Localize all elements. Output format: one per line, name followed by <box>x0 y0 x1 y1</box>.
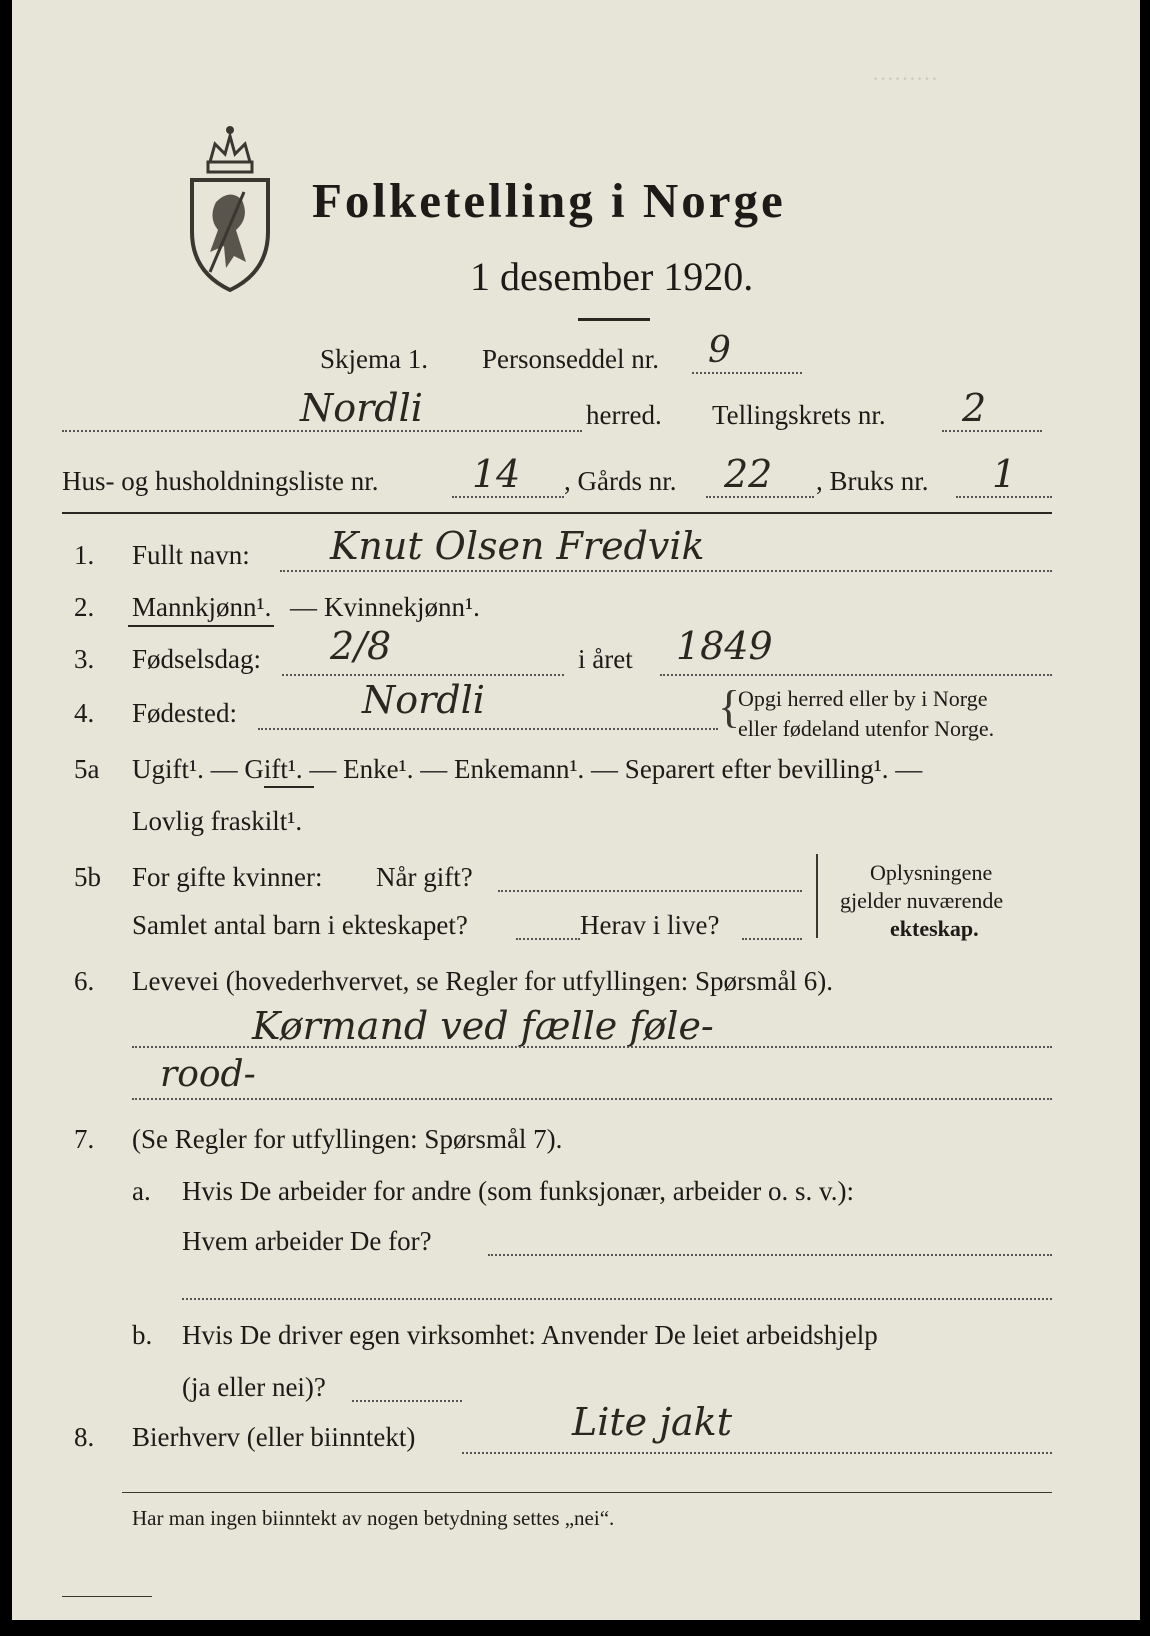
q3-label: Fødselsdag: <box>132 644 262 674</box>
birthday-field-line <box>282 674 564 676</box>
gaards-field-line <box>706 496 814 498</box>
q8-number: 8. <box>74 1422 95 1452</box>
tellingskrets-value[interactable]: 2 <box>962 386 987 430</box>
birthday-value[interactable]: 2/8 <box>330 624 392 668</box>
herred-label: herred. <box>586 400 662 430</box>
occupation-field-line2 <box>132 1098 1052 1100</box>
footer-note: Har man ingen biinntekt av nogen betydning settes „nei“. <box>132 1506 615 1530</box>
birthplace-note-line2: eller fødeland utenfor Norge. <box>738 716 995 741</box>
herred-value[interactable]: Nordli <box>300 386 423 430</box>
q7a-line2: Hvem arbeider De for? <box>182 1226 432 1256</box>
q3-number: 3. <box>74 644 95 674</box>
marital-status-divorced-option[interactable]: Lovlig fraskilt¹. <box>132 806 303 836</box>
gaards-label: , Gårds nr. <box>564 466 677 496</box>
tellingskrets-field-line <box>942 430 1042 432</box>
birthplace-field-line <box>258 728 718 730</box>
skjema-label: Skjema 1. <box>320 344 428 374</box>
gender-female-option[interactable]: Kvinnekjønn¹. <box>324 592 480 622</box>
birthplace-note-brace: { <box>718 681 741 732</box>
q8-label: Bierhverv (eller biinntekt) <box>132 1422 416 1452</box>
q7b-line1: Hvis De driver egen virksomhet: Anvender De leiet arbeidshjelp <box>182 1320 878 1350</box>
norway-coat-of-arms-icon <box>180 122 280 292</box>
q1-number: 1. <box>74 540 95 570</box>
gender-separator: — <box>290 592 317 622</box>
employer-field-line2[interactable] <box>182 1298 1052 1300</box>
personseddel-value[interactable]: 9 <box>708 330 731 371</box>
q4-number: 4. <box>74 698 95 728</box>
q7a-line1: Hvis De arbeider for andre (som funksjonær, arbeider o. s. v.): <box>182 1176 854 1206</box>
bleed-through-text: ……… <box>872 60 938 85</box>
birthplace-value[interactable]: Nordli <box>362 678 485 722</box>
title-divider <box>578 318 650 321</box>
personseddel-label: Personseddel nr. <box>482 344 659 374</box>
footer-divider <box>122 1492 1052 1493</box>
q4-label: Fødested: <box>132 698 237 728</box>
gender-male-option[interactable]: Mannkjønn¹. <box>132 592 272 622</box>
personseddel-field-line <box>692 372 802 374</box>
children-alive-field-line[interactable] <box>742 938 802 940</box>
occupation-field-line1 <box>132 1046 1052 1048</box>
bottom-edge-mark <box>62 1596 152 1597</box>
q7a-number: a. <box>132 1176 151 1206</box>
q5b-note-line1: Oplysningene <box>870 860 993 885</box>
q7b-line2: (ja eller nei)? <box>182 1372 326 1402</box>
q1-label: Fullt navn: <box>132 540 250 570</box>
census-date: 1 desember 1920. <box>470 254 754 299</box>
when-married-field-line[interactable] <box>498 890 802 892</box>
side-income-field-line <box>462 1452 1052 1454</box>
bruks-label: , Bruks nr. <box>816 466 929 496</box>
birth-year-value[interactable]: 1849 <box>676 624 773 668</box>
herred-field-line <box>62 430 582 432</box>
q5b-note-line3: ekteskap. <box>890 916 979 941</box>
q5a-number: 5a <box>74 754 100 784</box>
children-alive-label: Herav i live? <box>580 910 720 940</box>
hus-value[interactable]: 14 <box>472 452 521 496</box>
birth-year-label: i året <box>578 644 633 674</box>
q6-number: 6. <box>74 966 95 996</box>
bruks-field-line <box>956 496 1052 498</box>
q7-label: (Se Regler for utfyllingen: Spørsmål 7). <box>132 1124 563 1154</box>
side-income-value[interactable]: Lite jakt <box>572 1400 732 1444</box>
tellingskrets-label: Tellingskrets nr. <box>712 400 886 430</box>
q7-number: 7. <box>74 1124 95 1154</box>
q5b-number: 5b <box>74 862 101 892</box>
occupation-value-line1[interactable]: Kørmand ved fælle føle- <box>252 1004 714 1048</box>
children-total-field-line[interactable] <box>516 938 580 940</box>
birth-year-field-line <box>660 674 1052 676</box>
q5b-note-line2: gjelder nuværende <box>840 888 1004 913</box>
married-women-label: For gifte kvinner: <box>132 862 323 892</box>
full-name-value[interactable]: Knut Olsen Fredvik <box>330 524 705 568</box>
male-underline-mark <box>128 625 274 627</box>
occupation-value-line2[interactable]: rood- <box>160 1054 256 1095</box>
when-married-label: Når gift? <box>376 862 473 892</box>
q7b-number: b. <box>132 1320 153 1350</box>
marital-status-options[interactable]: Ugift¹. — Gift¹. — Enke¹. — Enkemann¹. — Separert efter bevilling¹. — <box>132 754 923 784</box>
q1-field-line <box>280 570 1052 572</box>
census-form-page <box>12 0 1140 1620</box>
employer-field-line[interactable] <box>488 1254 1052 1256</box>
form-title: Folketelling i Norge <box>312 173 786 228</box>
q6-label: Levevei (hovederhvervet, se Regler for utfyllingen: Spørsmål 6). <box>132 966 834 996</box>
hus-label: Hus- og husholdningsliste nr. <box>62 466 379 496</box>
hus-field-line <box>452 496 564 498</box>
header-divider <box>62 512 1052 514</box>
married-underline-mark <box>264 786 314 788</box>
q5b-note-bracket <box>816 854 818 938</box>
q2-number: 2. <box>74 592 95 622</box>
gaards-value[interactable]: 22 <box>724 452 773 496</box>
birthplace-note-line1: Opgi herred eller by i Norge <box>738 686 988 711</box>
hired-help-field-line[interactable] <box>352 1400 462 1402</box>
bruks-value[interactable]: 1 <box>992 452 1017 496</box>
children-total-label: Samlet antal barn i ekteskapet? <box>132 910 468 940</box>
